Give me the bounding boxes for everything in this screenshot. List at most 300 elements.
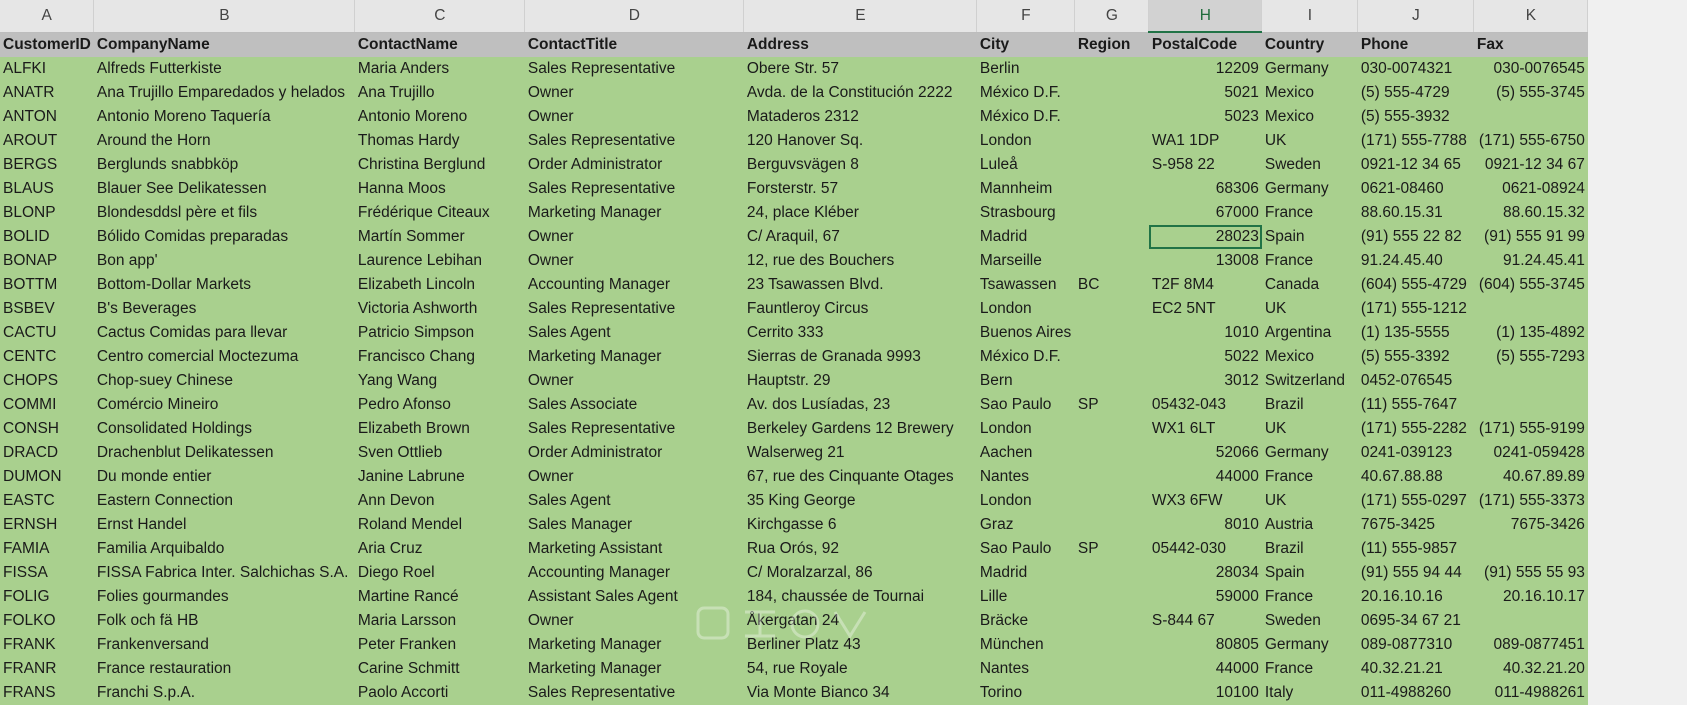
cell[interactable]: BONAP (0, 249, 94, 273)
cell[interactable]: (171) 555-1212 (1358, 297, 1474, 321)
cell[interactable]: Marseille (977, 249, 1075, 273)
cell[interactable]: Marketing Assistant (525, 537, 744, 561)
cell[interactable]: Franchi S.p.A. (94, 681, 355, 705)
cell[interactable]: Mataderos 2312 (744, 105, 977, 129)
cell[interactable]: T2F 8M4 (1149, 273, 1262, 297)
cell[interactable]: S-844 67 (1149, 609, 1262, 633)
field-header-cell[interactable]: ContactName (355, 32, 525, 57)
cell[interactable]: 88.60.15.32 (1474, 201, 1588, 225)
cell[interactable]: Madrid (977, 225, 1075, 249)
cell[interactable]: Eastern Connection (94, 489, 355, 513)
cell[interactable] (1075, 225, 1149, 249)
cell[interactable]: Bólido Comidas preparadas (94, 225, 355, 249)
cell[interactable]: Åkergatan 24 (744, 609, 977, 633)
field-header-cell[interactable]: CompanyName (94, 32, 355, 57)
cell[interactable]: Comércio Mineiro (94, 393, 355, 417)
cell[interactable]: 0921-12 34 67 (1474, 153, 1588, 177)
cell[interactable]: Avda. de la Constitución 2222 (744, 81, 977, 105)
cell[interactable]: SP (1075, 537, 1149, 561)
column-header-h[interactable]: H (1149, 0, 1262, 32)
cell[interactable]: (5) 555-3745 (1474, 81, 1588, 105)
cell[interactable] (1075, 609, 1149, 633)
cell[interactable]: C/ Araquil, 67 (744, 225, 977, 249)
cell[interactable]: Berliner Platz 43 (744, 633, 977, 657)
cell[interactable]: France (1262, 585, 1358, 609)
cell[interactable]: Ernst Handel (94, 513, 355, 537)
cell[interactable]: Folies gourmandes (94, 585, 355, 609)
cell[interactable]: Thomas Hardy (355, 129, 525, 153)
cell[interactable] (1075, 561, 1149, 585)
cell[interactable]: Kirchgasse 6 (744, 513, 977, 537)
cell[interactable]: Christina Berglund (355, 153, 525, 177)
cell[interactable]: FRANR (0, 657, 94, 681)
cell[interactable]: Paolo Accorti (355, 681, 525, 705)
cell[interactable]: München (977, 633, 1075, 657)
cell[interactable]: Aachen (977, 441, 1075, 465)
cell[interactable]: México D.F. (977, 345, 1075, 369)
cell[interactable]: 0452-076545 (1358, 369, 1474, 393)
cell[interactable]: 120 Hanover Sq. (744, 129, 977, 153)
cell[interactable]: Sales Manager (525, 513, 744, 537)
cell[interactable]: Spain (1262, 225, 1358, 249)
field-header-cell[interactable]: Country (1262, 32, 1358, 57)
cell[interactable]: 011-4988261 (1474, 681, 1588, 705)
cell[interactable]: Roland Mendel (355, 513, 525, 537)
cell[interactable]: BSBEV (0, 297, 94, 321)
cell[interactable] (1075, 153, 1149, 177)
cell[interactable] (1474, 105, 1588, 129)
field-header-cell[interactable]: Phone (1358, 32, 1474, 57)
cell[interactable]: France (1262, 465, 1358, 489)
cell[interactable]: Yang Wang (355, 369, 525, 393)
column-header-e[interactable]: E (744, 0, 977, 32)
cell[interactable]: Marketing Manager (525, 201, 744, 225)
cell[interactable]: Luleå (977, 153, 1075, 177)
cell[interactable]: (604) 555-3745 (1474, 273, 1588, 297)
cell[interactable] (1075, 369, 1149, 393)
cell[interactable]: Pedro Afonso (355, 393, 525, 417)
cell[interactable]: UK (1262, 129, 1358, 153)
cell[interactable]: (5) 555-7293 (1474, 345, 1588, 369)
cell[interactable]: FISSA (0, 561, 94, 585)
cell[interactable]: WX1 6LT (1149, 417, 1262, 441)
column-header-f[interactable]: F (977, 0, 1075, 32)
cell[interactable]: Victoria Ashworth (355, 297, 525, 321)
cell[interactable]: Centro comercial Moctezuma (94, 345, 355, 369)
cell[interactable]: DUMON (0, 465, 94, 489)
cell[interactable]: France (1262, 657, 1358, 681)
cell[interactable]: Chop-suey Chinese (94, 369, 355, 393)
cell[interactable]: Consolidated Holdings (94, 417, 355, 441)
cell[interactable]: Obere Str. 57 (744, 57, 977, 81)
cell[interactable]: Assistant Sales Agent (525, 585, 744, 609)
cell[interactable]: Owner (525, 249, 744, 273)
cell[interactable]: 59000 (1149, 585, 1262, 609)
cell[interactable]: Germany (1262, 633, 1358, 657)
cell[interactable]: 40.67.88.88 (1358, 465, 1474, 489)
cell[interactable]: Elizabeth Brown (355, 417, 525, 441)
cell[interactable]: (11) 555-7647 (1358, 393, 1474, 417)
cell[interactable]: FAMIA (0, 537, 94, 561)
cell[interactable]: Martine Rancé (355, 585, 525, 609)
cell[interactable]: UK (1262, 489, 1358, 513)
cell[interactable]: 089-0877310 (1358, 633, 1474, 657)
cell[interactable]: Janine Labrune (355, 465, 525, 489)
cell[interactable]: (1) 135-5555 (1358, 321, 1474, 345)
cell[interactable]: 184, chaussée de Tournai (744, 585, 977, 609)
cell[interactable] (1075, 201, 1149, 225)
cell[interactable] (1075, 249, 1149, 273)
cell[interactable]: 1010 (1149, 321, 1262, 345)
cell[interactable]: Marketing Manager (525, 345, 744, 369)
cell[interactable]: DRACD (0, 441, 94, 465)
cell[interactable]: 7675-3425 (1358, 513, 1474, 537)
cell[interactable]: Diego Roel (355, 561, 525, 585)
field-header-cell[interactable]: PostalCode (1149, 32, 1262, 57)
cell[interactable]: Owner (525, 225, 744, 249)
cell[interactable] (1075, 105, 1149, 129)
cell[interactable]: Canada (1262, 273, 1358, 297)
cell[interactable]: Martín Sommer (355, 225, 525, 249)
cell[interactable]: London (977, 489, 1075, 513)
column-header-b[interactable]: B (94, 0, 355, 32)
cell[interactable]: C/ Moralzarzal, 86 (744, 561, 977, 585)
cell[interactable]: Mannheim (977, 177, 1075, 201)
cell[interactable]: 44000 (1149, 657, 1262, 681)
cell[interactable]: S-958 22 (1149, 153, 1262, 177)
cell[interactable]: Nantes (977, 465, 1075, 489)
cell[interactable]: México D.F. (977, 81, 1075, 105)
cell[interactable]: Frankenversand (94, 633, 355, 657)
cell[interactable]: Blauer See Delikatessen (94, 177, 355, 201)
cell[interactable]: Laurence Lebihan (355, 249, 525, 273)
cell[interactable]: Argentina (1262, 321, 1358, 345)
cell[interactable] (1075, 177, 1149, 201)
cell[interactable]: Owner (525, 105, 744, 129)
cell[interactable]: 88.60.15.31 (1358, 201, 1474, 225)
cell[interactable] (1075, 681, 1149, 705)
cell[interactable]: 44000 (1149, 465, 1262, 489)
cell[interactable]: Sales Representative (525, 297, 744, 321)
cell[interactable]: México D.F. (977, 105, 1075, 129)
cell[interactable]: Italy (1262, 681, 1358, 705)
field-header-cell[interactable]: ContactTitle (525, 32, 744, 57)
cell[interactable]: Maria Larsson (355, 609, 525, 633)
cell[interactable]: Familia Arquibaldo (94, 537, 355, 561)
cell[interactable]: Maria Anders (355, 57, 525, 81)
cell[interactable]: Accounting Manager (525, 561, 744, 585)
cell[interactable]: Rua Orós, 92 (744, 537, 977, 561)
cell[interactable]: FOLIG (0, 585, 94, 609)
cell[interactable]: 011-4988260 (1358, 681, 1474, 705)
cell[interactable]: BOLID (0, 225, 94, 249)
cell[interactable]: 030-0074321 (1358, 57, 1474, 81)
cell[interactable]: Sales Associate (525, 393, 744, 417)
cell[interactable]: 0921-12 34 65 (1358, 153, 1474, 177)
cell[interactable] (1474, 393, 1588, 417)
cell[interactable]: Elizabeth Lincoln (355, 273, 525, 297)
cell[interactable] (1075, 129, 1149, 153)
cell[interactable]: Hanna Moos (355, 177, 525, 201)
cell[interactable]: 35 King George (744, 489, 977, 513)
cell[interactable]: 0241-039123 (1358, 441, 1474, 465)
cell[interactable]: Sven Ottlieb (355, 441, 525, 465)
cell[interactable]: BOTTM (0, 273, 94, 297)
cell[interactable]: France restauration (94, 657, 355, 681)
cell[interactable]: Sales Representative (525, 57, 744, 81)
cell[interactable]: Owner (525, 465, 744, 489)
cell[interactable]: WA1 1DP (1149, 129, 1262, 153)
cell[interactable]: Germany (1262, 177, 1358, 201)
cell[interactable]: 5022 (1149, 345, 1262, 369)
cell[interactable]: 20.16.10.16 (1358, 585, 1474, 609)
cell[interactable] (1474, 297, 1588, 321)
cell[interactable]: 5021 (1149, 81, 1262, 105)
cell[interactable]: 12209 (1149, 57, 1262, 81)
cell[interactable]: Mexico (1262, 105, 1358, 129)
column-header-i[interactable]: I (1262, 0, 1358, 32)
cell[interactable]: 68306 (1149, 177, 1262, 201)
cell[interactable]: (91) 555 22 82 (1358, 225, 1474, 249)
cell[interactable]: Alfreds Futterkiste (94, 57, 355, 81)
cell[interactable]: BC (1075, 273, 1149, 297)
cell[interactable]: Germany (1262, 57, 1358, 81)
cell[interactable]: Berkeley Gardens 12 Brewery (744, 417, 977, 441)
cell[interactable]: Frédérique Citeaux (355, 201, 525, 225)
cell[interactable]: 0695-34 67 21 (1358, 609, 1474, 633)
cell[interactable]: CONSH (0, 417, 94, 441)
cell[interactable]: 10100 (1149, 681, 1262, 705)
cell[interactable]: Av. dos Lusíadas, 23 (744, 393, 977, 417)
cell[interactable]: Du monde entier (94, 465, 355, 489)
column-header-j[interactable]: J (1358, 0, 1474, 32)
cell[interactable]: 91.24.45.40 (1358, 249, 1474, 273)
cell[interactable] (1075, 633, 1149, 657)
cell[interactable]: SP (1075, 393, 1149, 417)
cell[interactable]: Via Monte Bianco 34 (744, 681, 977, 705)
cell[interactable]: Sales Representative (525, 129, 744, 153)
cell[interactable]: Mexico (1262, 345, 1358, 369)
cell[interactable] (1075, 345, 1149, 369)
cell[interactable]: (91) 555 55 93 (1474, 561, 1588, 585)
cell[interactable]: (5) 555-4729 (1358, 81, 1474, 105)
cell[interactable]: 40.32.21.21 (1358, 657, 1474, 681)
column-header-a[interactable]: A (0, 0, 94, 32)
cell[interactable]: Spain (1262, 561, 1358, 585)
cell[interactable] (1474, 369, 1588, 393)
cell[interactable]: Germany (1262, 441, 1358, 465)
cell[interactable]: (171) 555-9199 (1474, 417, 1588, 441)
cell[interactable]: Patricio Simpson (355, 321, 525, 345)
cell[interactable]: (171) 555-6750 (1474, 129, 1588, 153)
cell[interactable]: (5) 555-3392 (1358, 345, 1474, 369)
cell[interactable]: (171) 555-3373 (1474, 489, 1588, 513)
cell[interactable]: 23 Tsawassen Blvd. (744, 273, 977, 297)
cell[interactable]: Sweden (1262, 153, 1358, 177)
cell[interactable]: 089-0877451 (1474, 633, 1588, 657)
cell[interactable]: ERNSH (0, 513, 94, 537)
cell[interactable]: Madrid (977, 561, 1075, 585)
cell[interactable]: London (977, 129, 1075, 153)
field-header-cell[interactable]: CustomerID (0, 32, 94, 57)
cell[interactable]: Ann Devon (355, 489, 525, 513)
cell[interactable]: Bottom-Dollar Markets (94, 273, 355, 297)
cell[interactable]: (5) 555-3932 (1358, 105, 1474, 129)
cell[interactable]: 0241-059428 (1474, 441, 1588, 465)
cell[interactable]: 67000 (1149, 201, 1262, 225)
cell[interactable]: 28023 (1149, 225, 1262, 249)
column-header-g[interactable]: G (1075, 0, 1149, 32)
cell[interactable]: Mexico (1262, 81, 1358, 105)
cell[interactable]: Strasbourg (977, 201, 1075, 225)
cell[interactable]: 3012 (1149, 369, 1262, 393)
cell[interactable]: Tsawassen (977, 273, 1075, 297)
cell[interactable]: Around the Horn (94, 129, 355, 153)
cell[interactable]: 28034 (1149, 561, 1262, 585)
cell[interactable]: Order Administrator (525, 441, 744, 465)
cell[interactable]: Peter Franken (355, 633, 525, 657)
cell[interactable]: Walserweg 21 (744, 441, 977, 465)
cell[interactable]: AROUT (0, 129, 94, 153)
cell[interactable]: 0621-08460 (1358, 177, 1474, 201)
cell[interactable]: 24, place Kléber (744, 201, 977, 225)
cell[interactable]: Carine Schmitt (355, 657, 525, 681)
column-header-c[interactable]: C (355, 0, 525, 32)
cell[interactable] (1075, 465, 1149, 489)
cell[interactable]: London (977, 417, 1075, 441)
cell[interactable]: 80805 (1149, 633, 1262, 657)
cell[interactable]: EASTC (0, 489, 94, 513)
cell[interactable]: (91) 555 91 99 (1474, 225, 1588, 249)
cell[interactable]: FRANS (0, 681, 94, 705)
cell[interactable]: (11) 555-9857 (1358, 537, 1474, 561)
cell[interactable]: 5023 (1149, 105, 1262, 129)
cell[interactable]: Sao Paulo (977, 393, 1075, 417)
cell[interactable]: UK (1262, 417, 1358, 441)
cell[interactable]: Lille (977, 585, 1075, 609)
cell[interactable]: CACTU (0, 321, 94, 345)
cell[interactable]: FISSA Fabrica Inter. Salchichas S.A. (94, 561, 355, 585)
cell[interactable]: Folk och fä HB (94, 609, 355, 633)
cell[interactable] (1075, 489, 1149, 513)
cell[interactable]: 0621-08924 (1474, 177, 1588, 201)
field-header-cell[interactable]: Region (1075, 32, 1149, 57)
cell[interactable]: Sierras de Granada 9993 (744, 345, 977, 369)
cell[interactable]: 54, rue Royale (744, 657, 977, 681)
cell[interactable]: France (1262, 249, 1358, 273)
field-header-cell[interactable]: Address (744, 32, 977, 57)
cell[interactable]: Owner (525, 369, 744, 393)
cell[interactable]: Sweden (1262, 609, 1358, 633)
cell[interactable]: BLONP (0, 201, 94, 225)
cell[interactable]: Sao Paulo (977, 537, 1075, 561)
cell[interactable]: WX3 6FW (1149, 489, 1262, 513)
cell[interactable]: Berglunds snabbköp (94, 153, 355, 177)
cell[interactable] (1075, 57, 1149, 81)
cell[interactable]: Hauptstr. 29 (744, 369, 977, 393)
cell[interactable]: (91) 555 94 44 (1358, 561, 1474, 585)
cell[interactable]: Switzerland (1262, 369, 1358, 393)
cell[interactable]: Drachenblut Delikatessen (94, 441, 355, 465)
cell[interactable] (1075, 417, 1149, 441)
field-header-cell[interactable]: City (977, 32, 1075, 57)
cell[interactable]: Sales Representative (525, 681, 744, 705)
cell[interactable]: Marketing Manager (525, 657, 744, 681)
cell[interactable]: (604) 555-4729 (1358, 273, 1474, 297)
cell[interactable]: Brazil (1262, 537, 1358, 561)
cell[interactable] (1474, 609, 1588, 633)
cell[interactable] (1075, 657, 1149, 681)
cell[interactable]: 91.24.45.41 (1474, 249, 1588, 273)
cell[interactable]: 030-0076545 (1474, 57, 1588, 81)
cell[interactable] (1075, 321, 1149, 345)
cell[interactable]: Antonio Moreno Taquería (94, 105, 355, 129)
cell[interactable]: 40.67.89.89 (1474, 465, 1588, 489)
cell[interactable]: (171) 555-0297 (1358, 489, 1474, 513)
cell[interactable] (1474, 537, 1588, 561)
cell[interactable]: Fauntleroy Circus (744, 297, 977, 321)
cell[interactable] (1075, 585, 1149, 609)
cell[interactable]: Forsterstr. 57 (744, 177, 977, 201)
cell[interactable]: ALFKI (0, 57, 94, 81)
cell[interactable]: FRANK (0, 633, 94, 657)
cell[interactable]: ANATR (0, 81, 94, 105)
cell[interactable] (1075, 297, 1149, 321)
cell[interactable]: (171) 555-7788 (1358, 129, 1474, 153)
cell[interactable]: Blondesddsl père et fils (94, 201, 355, 225)
cell[interactable]: B's Beverages (94, 297, 355, 321)
cell[interactable]: Owner (525, 81, 744, 105)
cell[interactable]: Owner (525, 609, 744, 633)
cell[interactable]: Berguvsvägen 8 (744, 153, 977, 177)
cell[interactable]: Bern (977, 369, 1075, 393)
cell[interactable]: 05442-030 (1149, 537, 1262, 561)
cell[interactable]: Sales Agent (525, 321, 744, 345)
cell[interactable]: CENTC (0, 345, 94, 369)
cell[interactable]: 12, rue des Bouchers (744, 249, 977, 273)
cell[interactable]: Antonio Moreno (355, 105, 525, 129)
cell[interactable]: Marketing Manager (525, 633, 744, 657)
cell[interactable]: Ana Trujillo Emparedados y helados (94, 81, 355, 105)
cell[interactable]: Sales Representative (525, 177, 744, 201)
cell[interactable]: Bräcke (977, 609, 1075, 633)
column-header-d[interactable]: D (525, 0, 744, 32)
cell[interactable]: Sales Representative (525, 417, 744, 441)
cell[interactable]: Cactus Comidas para llevar (94, 321, 355, 345)
cell[interactable]: Austria (1262, 513, 1358, 537)
column-header-k[interactable]: K (1474, 0, 1588, 32)
cell[interactable]: 20.16.10.17 (1474, 585, 1588, 609)
cell[interactable]: Berlin (977, 57, 1075, 81)
cell[interactable]: Brazil (1262, 393, 1358, 417)
cell[interactable]: Order Administrator (525, 153, 744, 177)
cell[interactable]: London (977, 297, 1075, 321)
cell[interactable]: 05432-043 (1149, 393, 1262, 417)
cell[interactable]: ANTON (0, 105, 94, 129)
cell[interactable]: Cerrito 333 (744, 321, 977, 345)
cell[interactable]: France (1262, 201, 1358, 225)
cell[interactable]: 40.32.21.20 (1474, 657, 1588, 681)
cell[interactable] (1075, 441, 1149, 465)
cell[interactable]: 52066 (1149, 441, 1262, 465)
cell[interactable]: CHOPS (0, 369, 94, 393)
cell[interactable]: Sales Agent (525, 489, 744, 513)
cell[interactable]: UK (1262, 297, 1358, 321)
cell[interactable]: BERGS (0, 153, 94, 177)
cell[interactable]: EC2 5NT (1149, 297, 1262, 321)
cell[interactable] (1075, 81, 1149, 105)
cell[interactable]: Bon app' (94, 249, 355, 273)
